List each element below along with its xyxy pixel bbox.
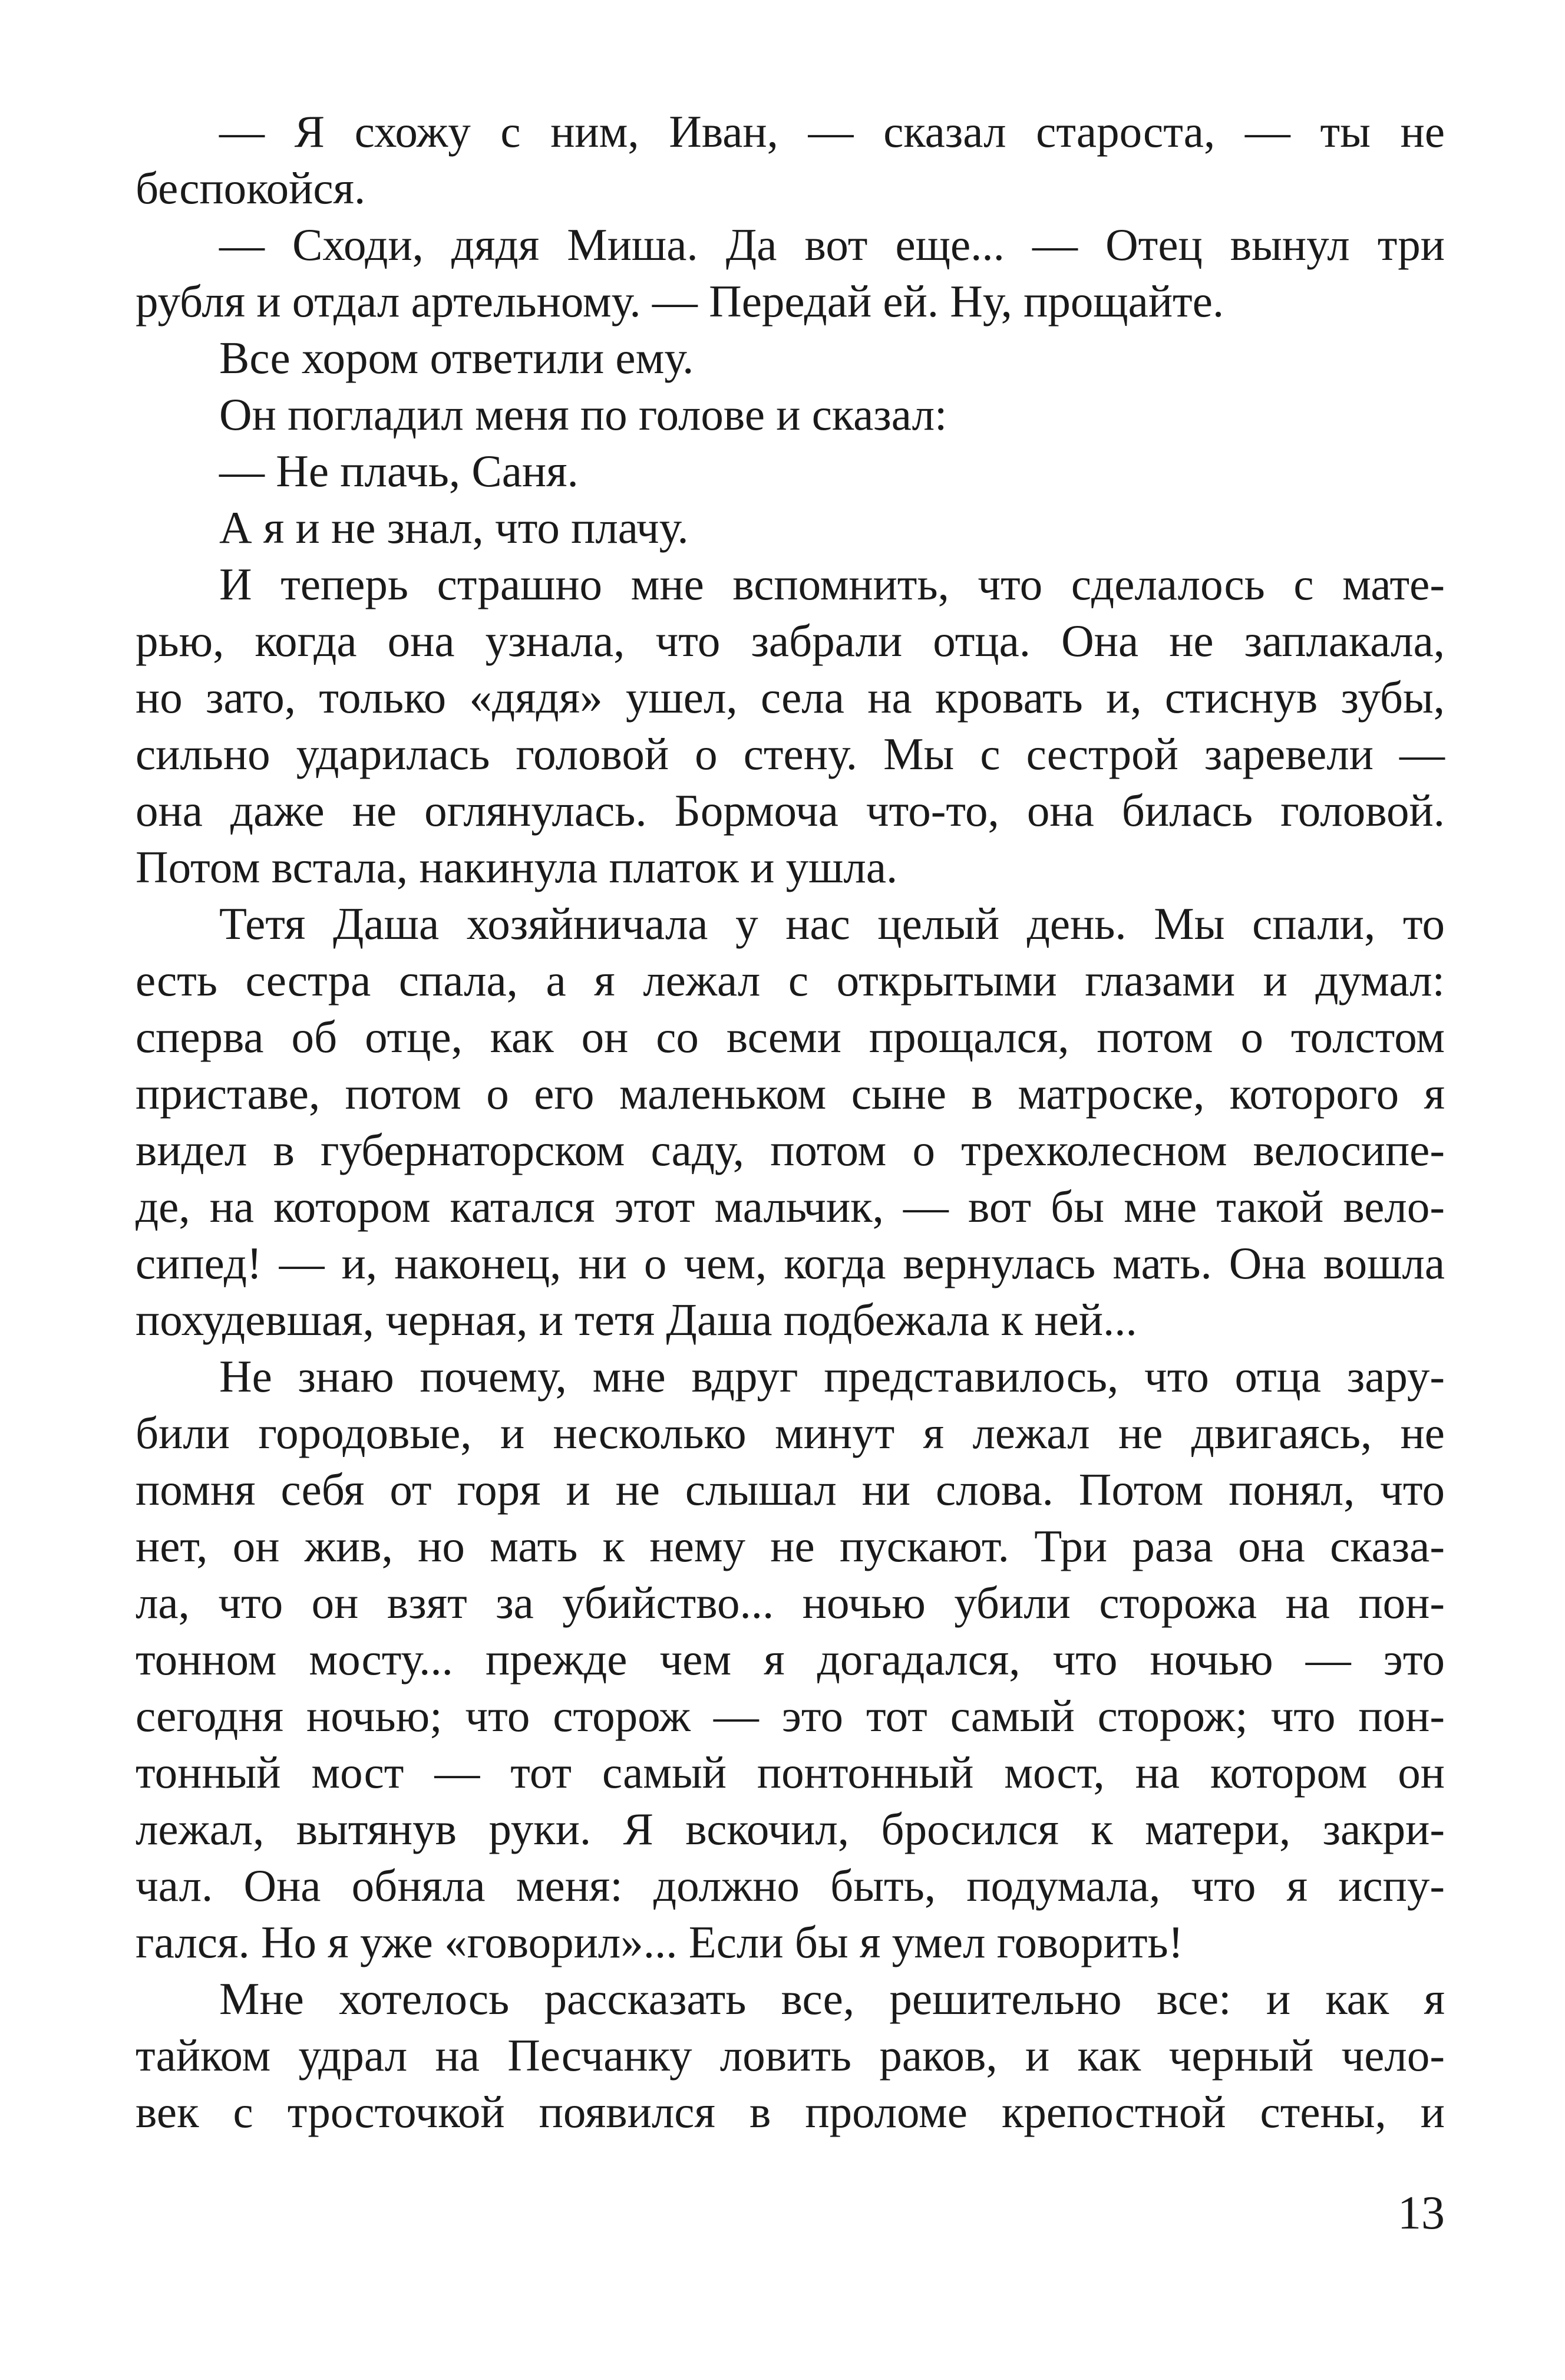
text-line: Все хором ответили ему. [219,332,694,383]
text-line: но зато, только «дядя» ушел, села на кровать и, стиснув зубы, [136,672,1445,723]
text-line: лежал, вытянув руки. Я вскочил, бросился к матери, закри- [136,1804,1445,1854]
text-line: нет, он жив, но мать к нему не пускают. Три раза она сказа- [136,1521,1445,1571]
text-line: били городовые, и несколько минут я лежал не двигаясь, не [136,1407,1445,1458]
text-line: — Сходи, дядя Миша. Да вот еще... — Отец вынул три [219,219,1445,270]
text-line: видел в губернаторском саду, потом о трехколесном велосипе- [136,1125,1445,1175]
text-line: помня себя от горя и не слышал ни слова. Потом понял, что [136,1464,1445,1515]
text-line: рубля и отдал артельному. — Передай ей. Ну, прощайте. [136,276,1224,327]
text-line: сипед! — и, наконец, ни о чем, когда вернулась мать. Она вошла [136,1238,1445,1288]
text-line: сильно ударилась головой о стену. Мы с сестрой заревели — [136,728,1445,779]
text-line: Потом встала, накинула платок и ушла. [136,842,898,892]
text-line: тонном мосту... прежде чем я догадался, что ночью — это [136,1634,1445,1685]
text-line: сегодня ночью; что сторож — это тот самый сторож; что пон- [136,1690,1445,1741]
text-line: приставе, потом о его маленьком сыне в матроске, которого я [136,1068,1445,1119]
text-line: рью, когда она узнала, что забрали отца. Она не заплакала, [136,615,1445,666]
text-line: похудевшая, черная, и тетя Даша подбежала к ней... [136,1294,1137,1345]
text-line: — Я схожу с ним, Иван, — сказал староста, — ты не [219,106,1445,157]
text-line: И теперь страшно мне вспомнить, что сделалось с мате- [219,559,1445,609]
text-line: Тетя Даша хозяйничала у нас целый день. Мы спали, то [219,898,1445,949]
text-line: А я и не знал, что плачу. [219,502,689,553]
text-line: ла, что он взят за убийство... ночью убили сторожа на пон- [136,1577,1445,1628]
page-number: 13 [1398,2187,1445,2239]
text-line: Не знаю почему, мне вдруг представилось, что отца зару- [219,1351,1445,1402]
text-line: беспокойся. [136,163,366,213]
text-line: она даже не оглянулась. Бормоча что-то, она билась головой. [136,785,1445,836]
text-line: де, на котором катался этот мальчик, — вот бы мне такой вело- [136,1181,1445,1232]
text-line: Он погладил меня по голове и сказал: [219,389,947,440]
text-line: чал. Она обняла меня: должно быть, подумала, что я испу- [136,1860,1445,1911]
text-line: век с тросточкой появился в проломе крепостной стены, и [136,2086,1445,2137]
text-line: Мне хотелось рассказать все, решительно все: и как я [219,1973,1445,2024]
text-line: гался. Но я уже «говорил»... Если бы я умел говорить! [136,1917,1184,1967]
text-line: тонный мост — тот самый понтонный мост, на котором он [136,1747,1445,1798]
text-line: — Не плачь, Саня. [219,446,579,496]
text-line: тайком удрал на Песчанку ловить раков, и как черный чело- [136,2030,1445,2081]
text-line: есть сестра спала, а я лежал с открытыми глазами и думал: [136,955,1445,1006]
text-line: сперва об отце, как он со всеми прощался, потом о толстом [136,1011,1445,1062]
body-text [136,103,1445,2140]
